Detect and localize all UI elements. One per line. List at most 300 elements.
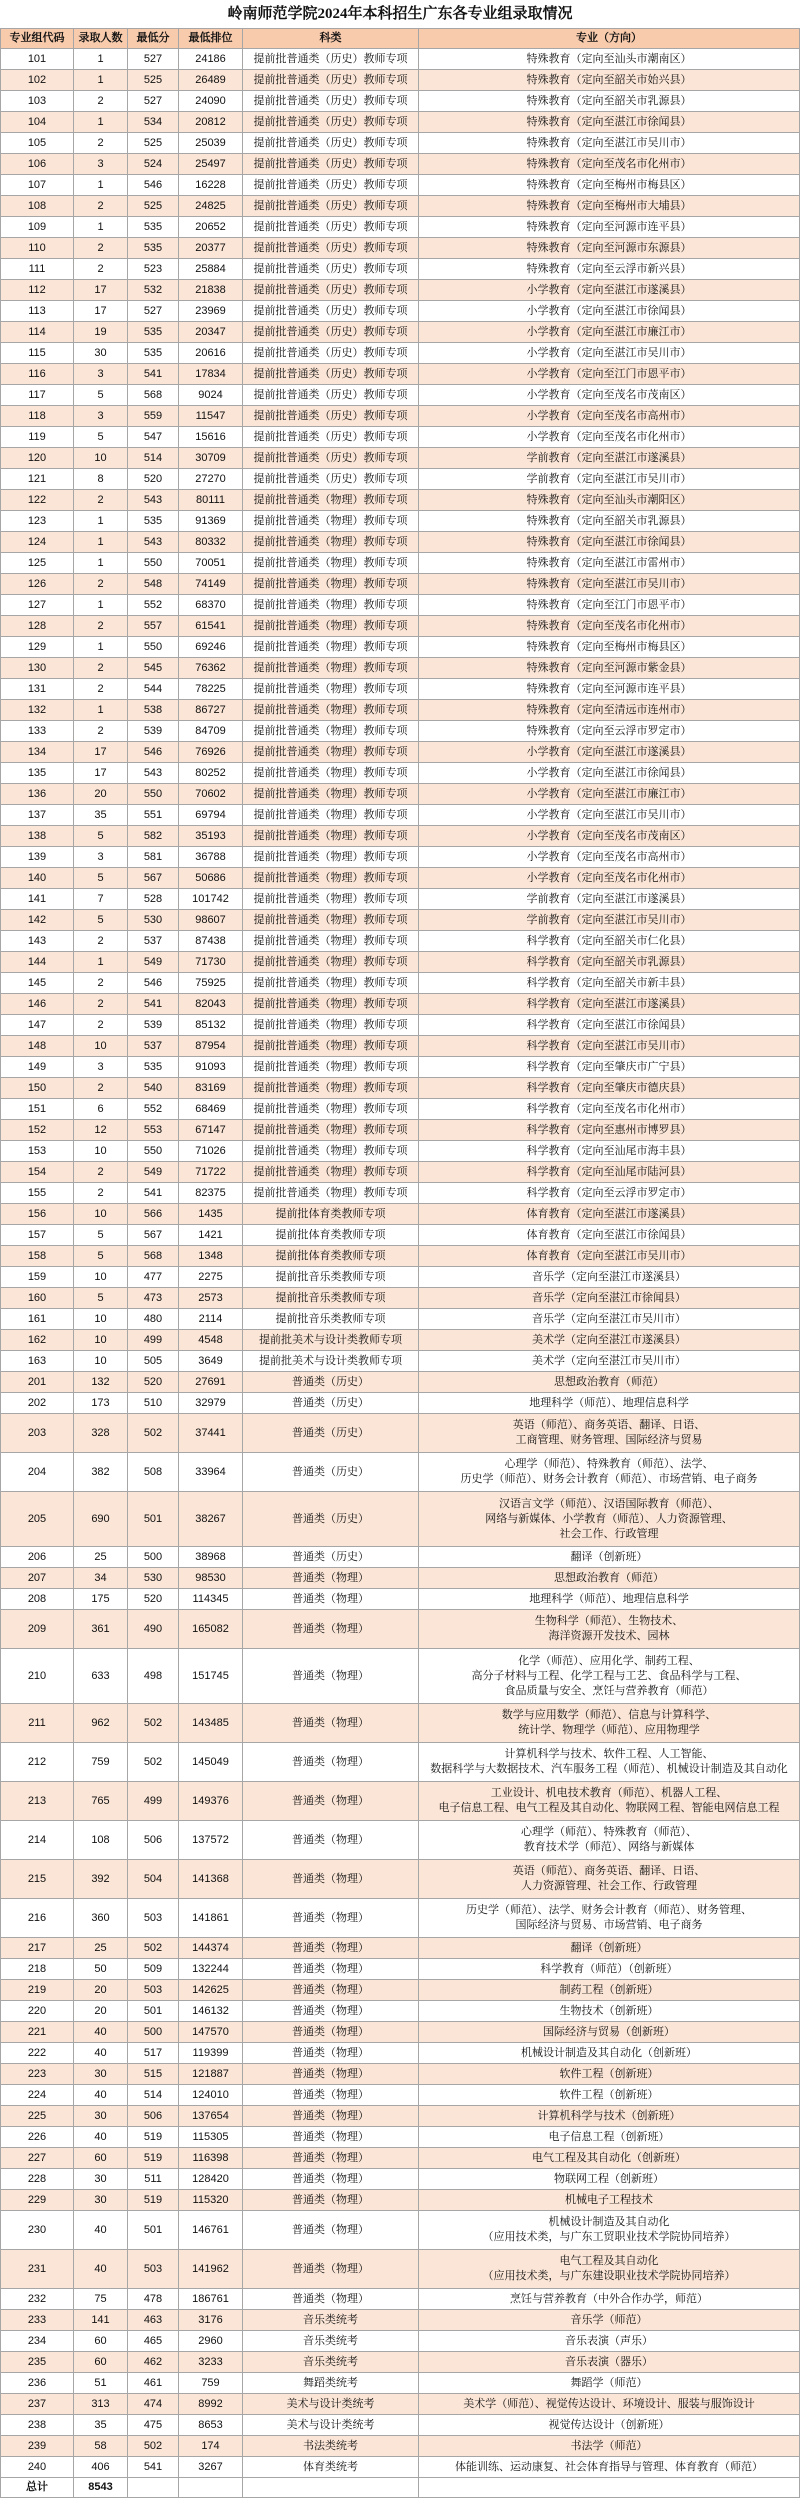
cell-category: 普通类（历史） [243, 1393, 419, 1413]
cell-admitted: 2 [74, 973, 128, 993]
cell-min-rank: 20377 [179, 238, 243, 258]
cell-min-score: 477 [128, 1267, 179, 1287]
cell-min-score: 541 [128, 1183, 179, 1203]
cell-group-code: 134 [1, 742, 74, 762]
cell-category: 普通类（物理） [243, 2043, 419, 2063]
cell-min-score: 544 [128, 679, 179, 699]
cell-category: 普通类（物理） [243, 2085, 419, 2105]
table-row [1, 2373, 800, 2394]
cell-major: 科学教育（定向至肇庆市广宁县） [419, 1057, 800, 1077]
cell-major: 科学教育（定向至云浮市罗定市） [419, 1183, 800, 1203]
cell-category: 普通类（物理） [243, 1860, 419, 1898]
cell-category: 提前批普通类（物理）教师专项 [243, 868, 419, 888]
table-row [1, 70, 800, 91]
table-row [1, 2436, 800, 2457]
cell-group-code: 140 [1, 868, 74, 888]
cell-group-code: 108 [1, 196, 74, 216]
cell-min-rank: 83169 [179, 1078, 243, 1098]
cell-category: 普通类（物理） [243, 2250, 419, 2288]
cell-admitted: 1 [74, 700, 128, 720]
cell-admitted: 2 [74, 133, 128, 153]
cell-category: 提前批普通类（历史）教师专项 [243, 301, 419, 321]
cell-min-score: 552 [128, 1099, 179, 1119]
cell-category: 提前批普通类（历史）教师专项 [243, 469, 419, 489]
cell-min-rank: 8992 [179, 2394, 243, 2414]
cell-min-rank: 137572 [179, 1821, 243, 1859]
cell-group-code: 124 [1, 532, 74, 552]
cell-admitted: 40 [74, 2022, 128, 2042]
cell-min-rank: 116398 [179, 2148, 243, 2168]
cell-min-rank: 15616 [179, 427, 243, 447]
cell-major: 特殊教育（定向至湛江市吴川市） [419, 574, 800, 594]
cell-category: 普通类（物理） [243, 1821, 419, 1859]
cell-admitted: 10 [74, 1204, 128, 1224]
cell-min-score: 465 [128, 2331, 179, 2351]
cell-min-rank: 71026 [179, 1141, 243, 1161]
cell-min-score: 539 [128, 1015, 179, 1035]
table-row [1, 1120, 800, 1141]
cell-category: 提前批普通类（物理）教师专项 [243, 595, 419, 615]
table-row [1, 2148, 800, 2169]
cell-min-score: 527 [128, 91, 179, 111]
cell-group-code: 111 [1, 259, 74, 279]
cell-group-code: 128 [1, 616, 74, 636]
cell-admitted: 19 [74, 322, 128, 342]
cell-admitted: 25 [74, 1938, 128, 1958]
cell-min-rank: 17834 [179, 364, 243, 384]
table-row [1, 910, 800, 931]
cell-major: 小学教育（定向至江门市恩平市） [419, 364, 800, 384]
cell-major: 小学教育（定向至湛江市吴川市） [419, 805, 800, 825]
table-row [1, 91, 800, 112]
cell-min-rank: 137654 [179, 2106, 243, 2126]
cell-category: 普通类（物理） [243, 2022, 419, 2042]
table-row [1, 784, 800, 805]
table-row [1, 721, 800, 742]
cell-category: 普通类（历史） [243, 1492, 419, 1546]
table-row [1, 196, 800, 217]
cell-group-code: 156 [1, 1204, 74, 1224]
cell-group-code: 210 [1, 1649, 74, 1703]
cell-category: 提前批普通类（历史）教师专项 [243, 280, 419, 300]
cell-admitted: 5 [74, 427, 128, 447]
cell-min-score: 534 [128, 112, 179, 132]
cell-min-rank: 84709 [179, 721, 243, 741]
table-row [1, 427, 800, 448]
cell-category: 提前批体育类教师专项 [243, 1246, 419, 1266]
table-row [1, 217, 800, 238]
cell-major: 小学教育（定向至茂名市高州市） [419, 847, 800, 867]
cell-group-code: 146 [1, 994, 74, 1014]
cell-admitted: 2 [74, 490, 128, 510]
cell-admitted: 3 [74, 847, 128, 867]
cell-min-rank: 87954 [179, 1036, 243, 1056]
cell-min-rank: 27691 [179, 1372, 243, 1392]
total-empty-cell [419, 2478, 800, 2497]
cell-category: 提前批普通类（物理）教师专项 [243, 490, 419, 510]
cell-min-rank: 25497 [179, 154, 243, 174]
cell-group-code: 131 [1, 679, 74, 699]
cell-admitted: 2 [74, 1162, 128, 1182]
total-empty-cell [243, 2478, 419, 2497]
cell-admitted: 60 [74, 2148, 128, 2168]
cell-min-rank: 71722 [179, 1162, 243, 1182]
cell-group-code: 148 [1, 1036, 74, 1056]
cell-admitted: 60 [74, 2352, 128, 2372]
cell-min-score: 535 [128, 238, 179, 258]
cell-group-code: 240 [1, 2457, 74, 2477]
cell-admitted: 360 [74, 1899, 128, 1937]
cell-min-rank: 141368 [179, 1860, 243, 1898]
cell-category: 提前批普通类（物理）教师专项 [243, 532, 419, 552]
table-row [1, 2352, 800, 2373]
cell-admitted: 17 [74, 280, 128, 300]
cell-min-rank: 25884 [179, 259, 243, 279]
table-row [1, 1309, 800, 1330]
cell-major: 特殊教育（定向至汕头市潮阳区） [419, 490, 800, 510]
cell-major: 体育教育（定向至湛江市吴川市） [419, 1246, 800, 1266]
cell-min-score: 503 [128, 1899, 179, 1937]
cell-category: 提前批普通类（物理）教师专项 [243, 973, 419, 993]
cell-category: 提前批普通类（物理）教师专项 [243, 826, 419, 846]
cell-category: 普通类（物理） [243, 1899, 419, 1937]
cell-major: 特殊教育（定向至河源市东源县） [419, 238, 800, 258]
cell-major: 小学教育（定向至茂名市茂南区） [419, 385, 800, 405]
cell-group-code: 130 [1, 658, 74, 678]
cell-category: 提前批普通类（历史）教师专项 [243, 133, 419, 153]
table-row [1, 1183, 800, 1204]
table-row [1, 1453, 800, 1492]
table-row [1, 616, 800, 637]
cell-min-score: 525 [128, 133, 179, 153]
cell-major: 特殊教育（定向至河源市连平县） [419, 217, 800, 237]
cell-category: 普通类（物理） [243, 1980, 419, 2000]
cell-admitted: 132 [74, 1372, 128, 1392]
table-body [1, 49, 800, 2478]
cell-category: 普通类（物理） [243, 2127, 419, 2147]
table-row [1, 343, 800, 364]
cell-admitted: 5 [74, 1288, 128, 1308]
cell-min-score: 568 [128, 1246, 179, 1266]
cell-group-code: 237 [1, 2394, 74, 2414]
table-row [1, 574, 800, 595]
cell-group-code: 215 [1, 1860, 74, 1898]
cell-group-code: 123 [1, 511, 74, 531]
cell-min-score: 535 [128, 322, 179, 342]
cell-group-code: 204 [1, 1453, 74, 1491]
cell-min-score: 480 [128, 1309, 179, 1329]
cell-min-score: 474 [128, 2394, 179, 2414]
cell-admitted: 2 [74, 574, 128, 594]
cell-min-score: 532 [128, 280, 179, 300]
cell-min-score: 549 [128, 1162, 179, 1182]
cell-major: 小学教育（定向至湛江市遂溪县） [419, 742, 800, 762]
cell-admitted: 2 [74, 721, 128, 741]
cell-group-code: 153 [1, 1141, 74, 1161]
cell-group-code: 201 [1, 1372, 74, 1392]
table-row [1, 868, 800, 889]
cell-min-rank: 2275 [179, 1267, 243, 1287]
cell-major: 数学与应用数学（师范）、信息与计算科学、 统计学、物理学（师范）、应用物理学 [419, 1704, 800, 1742]
cell-major: 学前教育（定向至湛江市遂溪县） [419, 889, 800, 909]
table-row [1, 154, 800, 175]
cell-group-code: 217 [1, 1938, 74, 1958]
cell-major: 小学教育（定向至湛江市廉江市） [419, 784, 800, 804]
cell-admitted: 7 [74, 889, 128, 909]
cell-admitted: 3 [74, 364, 128, 384]
cell-min-rank: 151745 [179, 1649, 243, 1703]
cell-major: 特殊教育（定向至茂名市化州市） [419, 616, 800, 636]
cell-group-code: 233 [1, 2310, 74, 2330]
cell-major: 科学教育（定向至汕尾市海丰县） [419, 1141, 800, 1161]
cell-admitted: 40 [74, 2085, 128, 2105]
cell-group-code: 142 [1, 910, 74, 930]
cell-admitted: 12 [74, 1120, 128, 1140]
cell-major: 翻译（创新班） [419, 1938, 800, 1958]
cell-major: 思想政治教育（师范） [419, 1568, 800, 1588]
header-min-rank: 最低排位 [179, 29, 243, 48]
cell-min-rank: 86727 [179, 700, 243, 720]
cell-admitted: 1 [74, 217, 128, 237]
cell-admitted: 50 [74, 1959, 128, 1979]
cell-group-code: 236 [1, 2373, 74, 2393]
cell-major: 机械设计制造及其自动化 （应用技术类，与广东工贸职业技术学院协同培养） [419, 2211, 800, 2249]
table-row [1, 1568, 800, 1589]
table-row [1, 1547, 800, 1568]
cell-major: 地理科学（师范）、地理信息科学 [419, 1393, 800, 1413]
cell-category: 普通类（物理） [243, 1649, 419, 1703]
cell-category: 提前批普通类（历史）教师专项 [243, 322, 419, 342]
cell-major: 思想政治教育（师范） [419, 1372, 800, 1392]
cell-major: 小学教育（定向至湛江市徐闻县） [419, 763, 800, 783]
cell-min-rank: 78225 [179, 679, 243, 699]
cell-category: 提前批普通类（物理）教师专项 [243, 889, 419, 909]
table-header-row [1, 29, 800, 49]
cell-major: 特殊教育（定向至韶关市乳源县） [419, 91, 800, 111]
cell-group-code: 239 [1, 2436, 74, 2456]
cell-major: 舞蹈学（师范） [419, 2373, 800, 2393]
cell-major: 美术学（定向至湛江市遂溪县） [419, 1330, 800, 1350]
cell-group-code: 232 [1, 2289, 74, 2309]
cell-admitted: 35 [74, 2415, 128, 2435]
cell-min-rank: 114345 [179, 1589, 243, 1609]
cell-major: 制药工程（创新班） [419, 1980, 800, 2000]
cell-admitted: 40 [74, 2211, 128, 2249]
cell-min-score: 543 [128, 763, 179, 783]
table-row [1, 1099, 800, 1120]
cell-admitted: 1 [74, 112, 128, 132]
table-row [1, 658, 800, 679]
cell-group-code: 132 [1, 700, 74, 720]
cell-group-code: 213 [1, 1782, 74, 1820]
cell-category: 普通类（物理） [243, 1610, 419, 1648]
cell-category: 提前批普通类（历史）教师专项 [243, 448, 419, 468]
cell-min-score: 548 [128, 574, 179, 594]
cell-major: 心理学（师范）、特殊教育（师范）、 教育技术学（师范）、网络与新媒体 [419, 1821, 800, 1859]
cell-min-score: 535 [128, 1057, 179, 1077]
cell-min-score: 527 [128, 49, 179, 69]
cell-category: 普通类（物理） [243, 1938, 419, 1958]
cell-min-rank: 146761 [179, 2211, 243, 2249]
cell-admitted: 313 [74, 2394, 128, 2414]
cell-min-score: 519 [128, 2148, 179, 2168]
cell-group-code: 225 [1, 2106, 74, 2126]
cell-group-code: 139 [1, 847, 74, 867]
cell-min-score: 519 [128, 2190, 179, 2210]
cell-admitted: 10 [74, 448, 128, 468]
cell-group-code: 152 [1, 1120, 74, 1140]
cell-group-code: 205 [1, 1492, 74, 1546]
cell-major: 特殊教育（定向至云浮市罗定市） [419, 721, 800, 741]
cell-group-code: 104 [1, 112, 74, 132]
cell-major: 学前教育（定向至湛江市遂溪县） [419, 448, 800, 468]
cell-category: 普通类（物理） [243, 1959, 419, 1979]
cell-group-code: 101 [1, 49, 74, 69]
cell-admitted: 60 [74, 2331, 128, 2351]
cell-group-code: 138 [1, 826, 74, 846]
cell-min-rank: 121887 [179, 2064, 243, 2084]
cell-min-score: 500 [128, 1547, 179, 1567]
cell-group-code: 226 [1, 2127, 74, 2147]
cell-min-score: 502 [128, 1704, 179, 1742]
table-row [1, 112, 800, 133]
cell-min-score: 566 [128, 1204, 179, 1224]
cell-min-score: 537 [128, 1036, 179, 1056]
cell-group-code: 223 [1, 2064, 74, 2084]
cell-major: 科学教育（定向至湛江市遂溪县） [419, 994, 800, 1014]
cell-group-code: 218 [1, 1959, 74, 1979]
cell-category: 提前批普通类（物理）教师专项 [243, 847, 419, 867]
cell-admitted: 2 [74, 1015, 128, 1035]
table-row [1, 1938, 800, 1959]
cell-admitted: 108 [74, 1821, 128, 1859]
cell-group-code: 214 [1, 1821, 74, 1859]
cell-admitted: 173 [74, 1393, 128, 1413]
table-row [1, 532, 800, 553]
table-row [1, 2415, 800, 2436]
table-row [1, 364, 800, 385]
cell-min-rank: 1348 [179, 1246, 243, 1266]
cell-category: 普通类（历史） [243, 1414, 419, 1452]
cell-admitted: 1 [74, 511, 128, 531]
table-row [1, 301, 800, 322]
cell-admitted: 361 [74, 1610, 128, 1648]
cell-min-score: 546 [128, 742, 179, 762]
cell-min-rank: 69794 [179, 805, 243, 825]
cell-min-rank: 2114 [179, 1309, 243, 1329]
cell-min-score: 520 [128, 1589, 179, 1609]
cell-group-code: 234 [1, 2331, 74, 2351]
cell-group-code: 221 [1, 2022, 74, 2042]
cell-group-code: 109 [1, 217, 74, 237]
cell-category: 提前批普通类（物理）教师专项 [243, 658, 419, 678]
cell-min-score: 535 [128, 217, 179, 237]
table-row [1, 1899, 800, 1938]
cell-min-rank: 91093 [179, 1057, 243, 1077]
cell-major: 特殊教育（定向至梅州市大埔县） [419, 196, 800, 216]
cell-category: 提前批音乐类教师专项 [243, 1309, 419, 1329]
cell-group-code: 114 [1, 322, 74, 342]
cell-min-score: 499 [128, 1330, 179, 1350]
cell-category: 提前批普通类（历史）教师专项 [243, 196, 419, 216]
cell-admitted: 6 [74, 1099, 128, 1119]
cell-min-score: 528 [128, 889, 179, 909]
header-major: 专业（方向） [419, 29, 800, 48]
cell-category: 普通类（物理） [243, 2148, 419, 2168]
cell-category: 提前批普通类（物理）教师专项 [243, 1141, 419, 1161]
cell-major: 科学教育（师范）（创新班） [419, 1959, 800, 1979]
cell-min-rank: 20616 [179, 343, 243, 363]
cell-admitted: 1 [74, 532, 128, 552]
cell-admitted: 1 [74, 175, 128, 195]
cell-major: 学前教育（定向至湛江市吴川市） [419, 469, 800, 489]
cell-admitted: 58 [74, 2436, 128, 2456]
table-row [1, 1743, 800, 1782]
table-row [1, 826, 800, 847]
table-row [1, 2106, 800, 2127]
cell-major: 体育教育（定向至湛江市徐闻县） [419, 1225, 800, 1245]
cell-admitted: 690 [74, 1492, 128, 1546]
cell-major: 科学教育（定向至韶关市仁化县） [419, 931, 800, 951]
cell-min-score: 520 [128, 1372, 179, 1392]
cell-major: 电气工程及其自动化 （应用技术类，与广东建设职业技术学院协同培养） [419, 2250, 800, 2288]
cell-min-rank: 3267 [179, 2457, 243, 2477]
cell-major: 美术学（定向至湛江市吴川市） [419, 1351, 800, 1371]
cell-min-rank: 186761 [179, 2289, 243, 2309]
cell-major: 视觉传达设计（创新班） [419, 2415, 800, 2435]
cell-major: 小学教育（定向至湛江市吴川市） [419, 343, 800, 363]
cell-group-code: 127 [1, 595, 74, 615]
cell-min-rank: 3233 [179, 2352, 243, 2372]
cell-min-rank: 124010 [179, 2085, 243, 2105]
cell-major: 工业设计、机电技术教育（师范）、机器人工程、 电子信息工程、电气工程及其自动化、物联网工程、智能电网信息工程 [419, 1782, 800, 1820]
cell-min-score: 490 [128, 1610, 179, 1648]
cell-major: 科学教育（定向至茂名市化州市） [419, 1099, 800, 1119]
cell-group-code: 137 [1, 805, 74, 825]
cell-category: 提前批普通类（物理）教师专项 [243, 721, 419, 741]
cell-min-rank: 76362 [179, 658, 243, 678]
cell-category: 普通类（历史） [243, 1547, 419, 1567]
cell-min-score: 501 [128, 2211, 179, 2249]
cell-min-rank: 143485 [179, 1704, 243, 1742]
cell-major: 科学教育（定向至惠州市博罗县） [419, 1120, 800, 1140]
table-row [1, 2127, 800, 2148]
cell-min-rank: 759 [179, 2373, 243, 2393]
cell-min-rank: 38267 [179, 1492, 243, 1546]
cell-group-code: 235 [1, 2352, 74, 2372]
cell-group-code: 112 [1, 280, 74, 300]
cell-category: 提前批普通类（历史）教师专项 [243, 154, 419, 174]
table-row [1, 1610, 800, 1649]
table-row [1, 406, 800, 427]
cell-group-code: 113 [1, 301, 74, 321]
cell-min-score: 510 [128, 1393, 179, 1413]
cell-major: 体育教育（定向至湛江市遂溪县） [419, 1204, 800, 1224]
cell-category: 普通类（物理） [243, 2169, 419, 2189]
cell-min-score: 525 [128, 196, 179, 216]
cell-min-rank: 35193 [179, 826, 243, 846]
cell-min-rank: 149376 [179, 1782, 243, 1820]
cell-category: 美术与设计类统考 [243, 2415, 419, 2435]
cell-min-rank: 80332 [179, 532, 243, 552]
cell-min-score: 503 [128, 1980, 179, 2000]
cell-group-code: 147 [1, 1015, 74, 1035]
cell-admitted: 30 [74, 343, 128, 363]
cell-admitted: 2 [74, 658, 128, 678]
cell-admitted: 17 [74, 763, 128, 783]
table-row [1, 322, 800, 343]
cell-major: 小学教育（定向至茂名市茂南区） [419, 826, 800, 846]
